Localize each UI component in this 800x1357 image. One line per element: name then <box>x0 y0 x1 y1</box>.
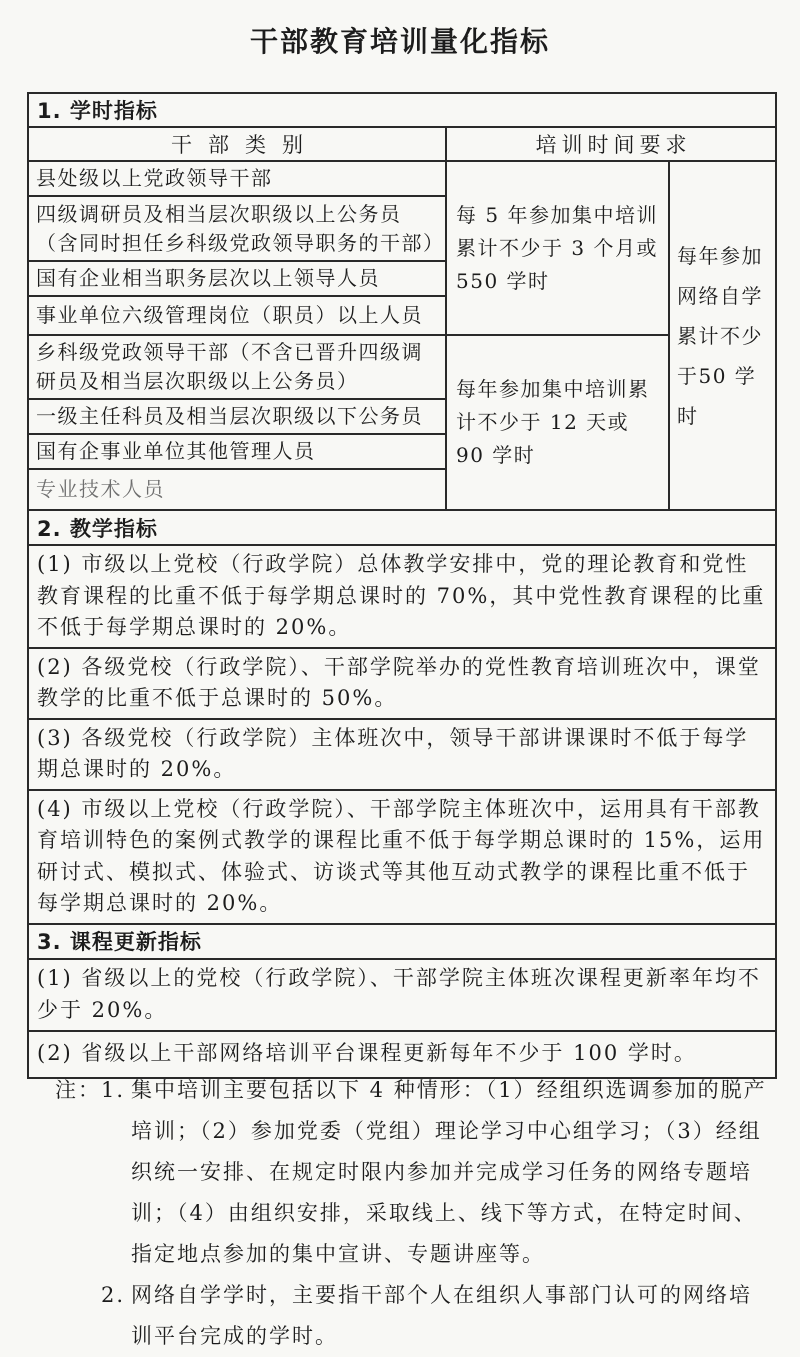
note-item <box>101 1070 767 1275</box>
notes <box>55 1070 767 1357</box>
notes-items <box>101 1070 767 1357</box>
cadre-category-cell: 国有企业相当职务层次以上领导人员 <box>28 261 446 296</box>
group2-requirement-cell: 每年参加集中培训累计不少于 12 天或 90 学时 <box>446 335 669 510</box>
col-header-training-time: 培训时间要求 <box>446 127 776 161</box>
teaching-indicator-item: (4) 市级以上党校（行政学院）、干部学院主体班次中，运用具有干部教育培训特色的案例式教学的课程比重不低于每学期总课时的 15%，运用研讨式、模拟式、体验式、访谈式等其他互动式教学的课程比重不低于每学期总课时的 20%。 <box>28 790 776 924</box>
note-number: 1. <box>101 1078 126 1102</box>
notes-label: 注： <box>55 1078 101 1102</box>
course-update-indicator-item: (1) 省级以上的党校（行政学院）、干部学院主体班次课程更新率年均不少于 20%。 <box>28 959 776 1031</box>
note-text: 集中培训主要包括以下 4 种情形：（1）经组织选调参加的脱产培训；（2）参加党委（党组）理论学习中心组学习；（3）经组织统一安排、在规定时限内参加并完成学习任务的网络专题培训；（4）由组织安排，采取线上、线下等方式，在特定时间、指定地点参加的集中宣讲、专题讲座等。 <box>131 1078 767 1266</box>
annual-online-requirement-cell: 每年参加网络自学累计不少于50 学时 <box>669 161 776 510</box>
section3-header: 3. 课程更新指标 <box>28 924 776 959</box>
page-title: 干部教育培训量化指标 <box>249 25 550 58</box>
cadre-category-cell: 事业单位六级管理岗位（职员）以上人员 <box>28 296 446 335</box>
cadre-category-cell: 国有企事业单位其他管理人员 <box>28 434 446 469</box>
note-number: 2. <box>101 1283 126 1307</box>
cadre-category-cell: 乡科级党政领导干部（不含已晋升四级调研员及相当层次职级以上公务员） <box>28 335 446 399</box>
indicator-table <box>27 92 777 1079</box>
note-item <box>101 1275 767 1357</box>
cadre-category-cell: 县处级以上党政领导干部 <box>28 161 446 196</box>
cadre-category-cell: 四级调研员及相当层次职级以上公务员（含同时担任乡科级党政领导职务的干部） <box>28 196 446 261</box>
note-text: 网络自学学时，主要指干部个人在组织人事部门认可的网络培训平台完成的学时。 <box>131 1283 752 1348</box>
course-update-indicator-item: (2) 省级以上干部网络培训平台课程更新每年不少于 100 学时。 <box>28 1031 776 1078</box>
teaching-indicator-item: (2) 各级党校（行政学院）、干部学院举办的党性教育培训班次中，课堂教学的比重不低于总课时的 50%。 <box>28 648 776 719</box>
group1-requirement-cell: 每 5 年参加集中培训累计不少于 3 个月或 550 学时 <box>446 161 669 335</box>
indicator-table-wrap <box>27 92 777 1079</box>
section1-header: 1. 学时指标 <box>28 93 776 127</box>
cadre-category-cell: 专业技术人员 <box>28 469 446 510</box>
cadre-category-cell: 一级主任科员及相当层次职级以下公务员 <box>28 399 446 434</box>
teaching-indicator-item: (1) 市级以上党校（行政学院）总体教学安排中，党的理论教育和党性教育课程的比重不低于每学期总课时的 70%，其中党性教育课程的比重不低于每学期总课时的 20%。 <box>28 545 776 648</box>
teaching-indicator-item: (3) 各级党校（行政学院）主体班次中，领导干部讲课课时不低于每学期总课时的 20%。 <box>28 719 776 790</box>
section2-header: 2. 教学指标 <box>28 510 776 545</box>
col-header-cadre-category: 干部类别 <box>28 127 446 161</box>
